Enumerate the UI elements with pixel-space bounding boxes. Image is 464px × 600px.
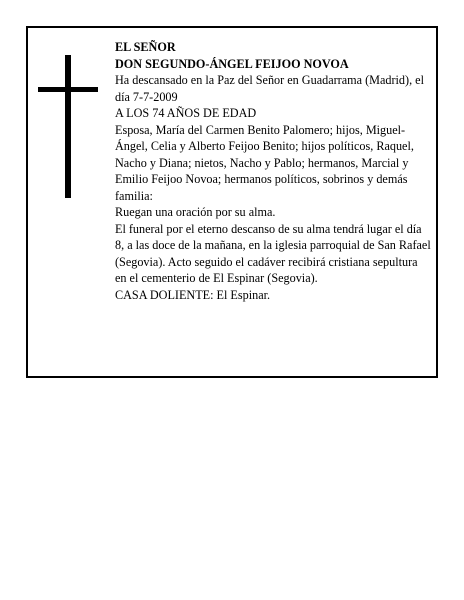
obituary-notice — [26, 26, 438, 378]
notice-text — [115, 39, 431, 303]
rest-statement: Ha descansado en la Paz del Señor en Guadarrama (Madrid), el día 7-7-2009 — [115, 73, 424, 104]
cross-horizontal-bar — [38, 87, 98, 92]
house-of-mourning: CASA DOLIENTE: El Espinar. — [115, 287, 271, 302]
cross-vertical-bar — [65, 55, 71, 198]
notice-title-line1: EL SEÑOR — [115, 40, 176, 54]
age-statement: A LOS 74 AÑOS DE EDAD — [115, 106, 257, 120]
family-list: Esposa, María del Carmen Benito Palomero; hijos, Miguel-Ángel, Celia y Alberto Feijoo Benito; hijos políticos, Raquel, Nacho y Diana; nietos, Nacho y Pablo; hermanos, Marcial y Emilio Feijoo Novoa; hermanos políticos, sobrinos y demás familia: — [115, 122, 414, 203]
prayer-request: Ruegan una oración por su alma. — [115, 205, 276, 219]
cross-icon — [38, 55, 98, 198]
deceased-name: DON SEGUNDO-ÁNGEL FEIJOO NOVOA — [115, 56, 349, 71]
funeral-details: El funeral por el eterno descanso de su alma tendrá lugar el día 8, a las doce de la mañana, en la iglesia parroquial de San Rafael (Segovia). Acto seguido el cadáver recibirá cristiana sepultura en el cementerio de El Espinar (Segovia). — [115, 221, 431, 285]
